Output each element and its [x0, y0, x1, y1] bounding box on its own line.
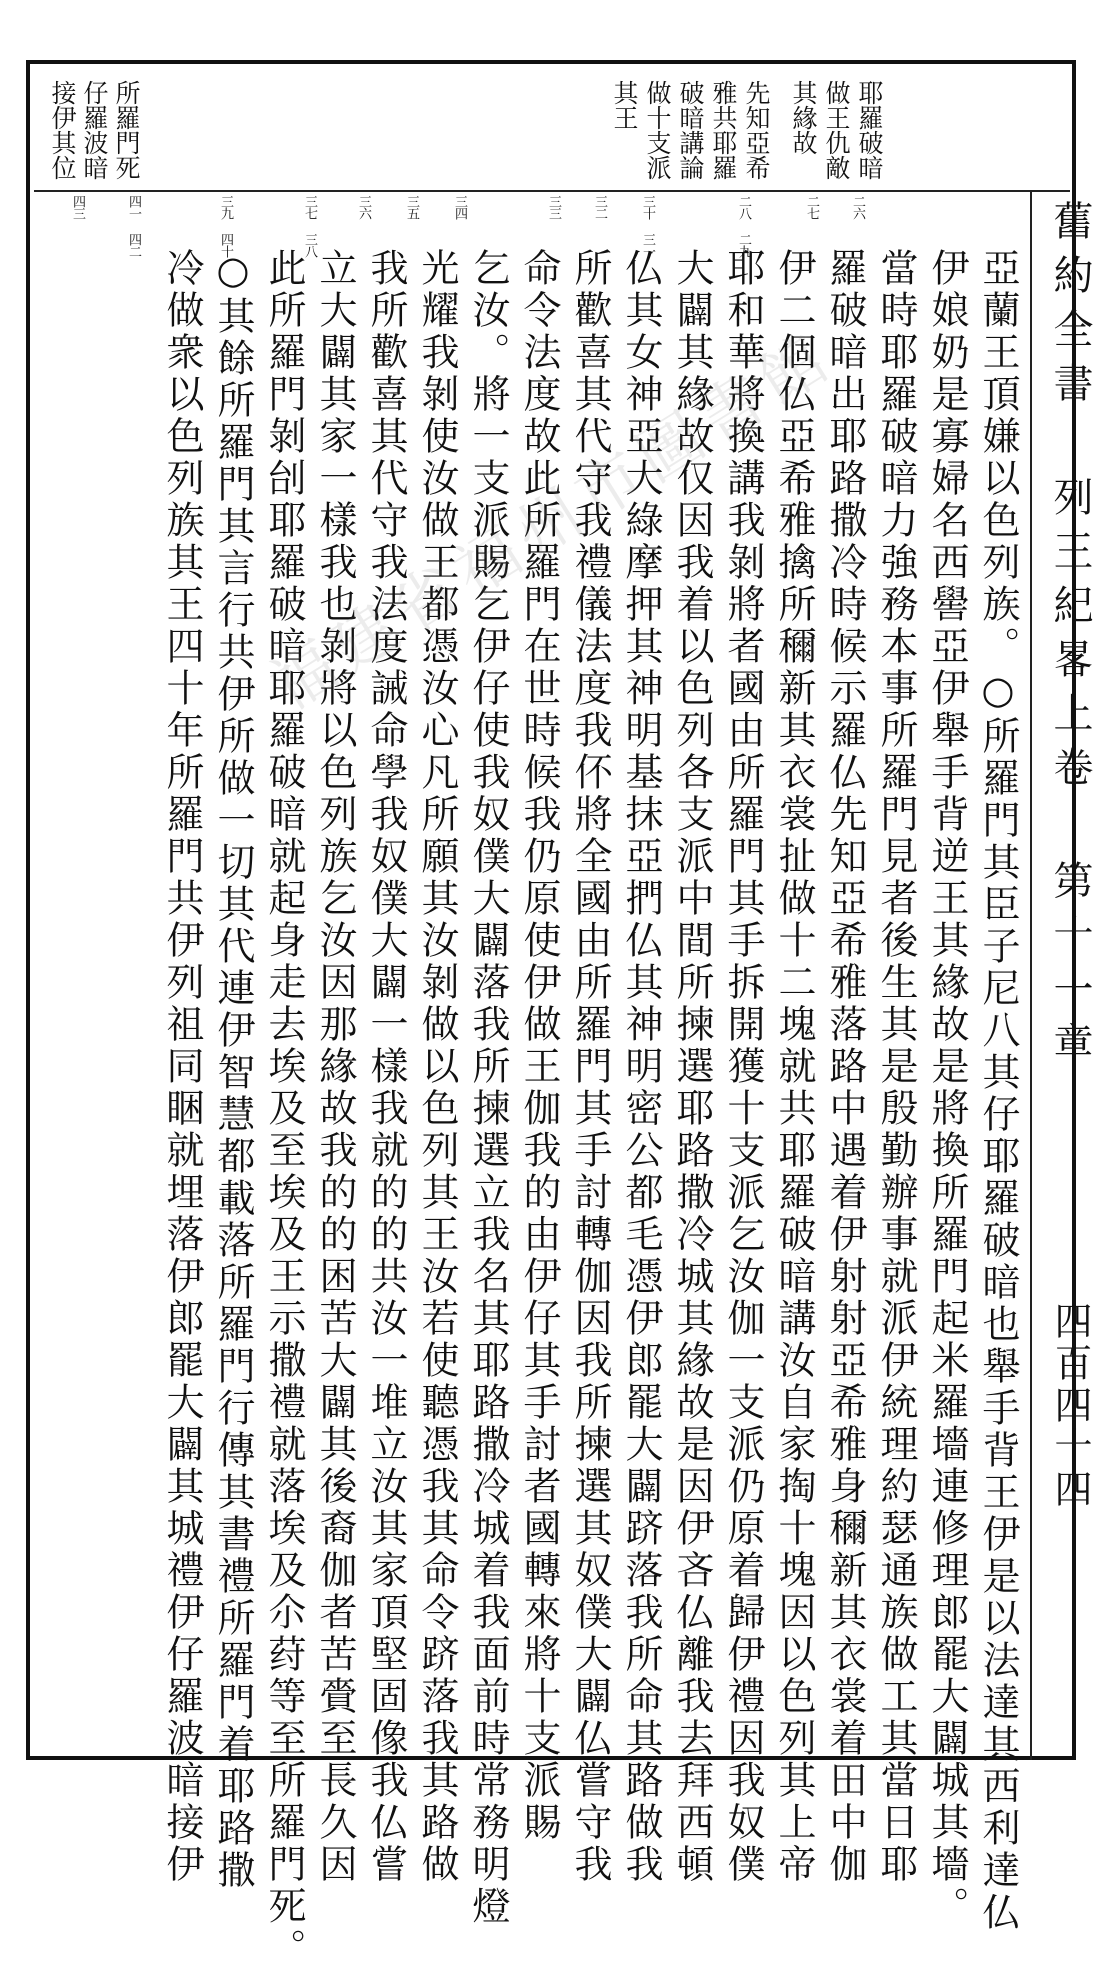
headnote-2-col-1: 先知亞希 [742, 80, 771, 180]
text-column-14: 立大闢其家一樣我也剝將以色列族乞汝因那緣故我的的困苦大闢其後裔伽者苦賫至長久因 [313, 248, 357, 1886]
text-column-16: ○其餘所羅門其言行共伊所做一切其代連伊智慧都載落所羅門行傳其書禮所羅門着耶路撒 [211, 248, 255, 1892]
headnote-1-col-1: 耶羅破暗 [855, 80, 884, 180]
headnote-3-col-3: 接伊其位 [48, 80, 77, 180]
headnote-2-col-3: 破暗講論 [676, 80, 705, 180]
verse-number: 三九 四十 [218, 195, 233, 257]
verse-number: 二七 [804, 195, 819, 219]
verse-number: 四三 [70, 195, 85, 219]
verse-number: 三三 [546, 195, 561, 219]
text-column-1: 亞蘭王頂嫌以色列族。○所羅門其臣子尼八其仔耶羅破暗也舉手背王伊是以法達其西利達仏 [976, 248, 1020, 1934]
text-column-4: 羅破暗出耶路撒冷時候示羅仏先知亞希雅落路中遇着伊射射亞希雅身穪新其衣裳着田中伽 [823, 248, 867, 1886]
page-title: 舊約全書 列王紀畧上卷 第十一章 [1047, 200, 1093, 1076]
headnote-1-col-2: 做王仇敵 [822, 80, 851, 180]
text-column-13: 我所歡喜其代守我法度誡命學我奴僕大闢一樣我就的的共汝一堆立汝其家頂堅固像我仏嘗 [364, 248, 408, 1886]
text-column-9: 所歡喜其代守我禮儀法度我伓將全國由所羅門其手討轉伽因我所揀選其奴僕大闢仏嘗守我 [568, 248, 612, 1886]
text-column-7: 大闢其緣故仅因我着以色列各支派中間所揀選耶路撒冷城其緣故是因伊吝仏離我去拜西頓 [670, 248, 714, 1886]
text-column-5: 伊二個仏亞希雅擒所穪新其衣裳扯做十二塊就共耶羅破暗講汝自家掏十塊因以色列其上帝 [772, 248, 816, 1886]
verse-number: 四一 四二 [126, 195, 141, 257]
verse-number: 三五 [404, 195, 419, 219]
text-column-11: 乞汝。將一支派賜乞伊仔使我奴僕大闢落我所揀選立我名其耶路撒冷城着我面前時常務明燈 [466, 248, 510, 1928]
headnote-divider [34, 190, 1070, 192]
verse-number: 三四 [452, 195, 467, 219]
headnote-2-col-5: 其王 [610, 80, 639, 130]
headnote-2-col-2: 雅共耶羅 [709, 80, 738, 180]
verse-number: 三七 三八 [302, 195, 317, 257]
verse-number: 三六 [356, 195, 371, 219]
text-column-12: 光耀我剝使汝做王都憑汝心凡所願其汝剝做以色列其王汝若使聽憑我其命令跻落我其路做 [415, 248, 459, 1886]
verse-number: 三二 [592, 195, 607, 219]
headnote-2-col-4: 做十支派 [643, 80, 672, 180]
text-column-10: 命令法度故此所羅門在世時候我仍原使伊做王伽我的由伊仔其手討者國轉來將十支派賜 [517, 248, 561, 1844]
title-divider [1030, 190, 1032, 1760]
library-watermark: 福建省福州市圖書館 [257, 319, 847, 726]
headnote-3-col-1: 所羅門死 [112, 80, 141, 180]
headnote-1-col-3: 其緣故 [789, 80, 818, 155]
verse-number: 二六 [850, 195, 865, 219]
text-column-3: 當時耶羅破暗力強務本事所羅門見者後生其是殷勤辦事就派伊統理約瑟通族做工其當日耶 [874, 248, 918, 1886]
text-column-15: 此所羅門剝刣耶羅破暗耶羅破暗就起身走去埃及至埃及王示撒禮就落埃及尒荮等至所羅門死。 [262, 248, 306, 1970]
text-column-6: 耶和華將換講我剝將者國由所羅門其手拆開獲十支派乞汝伽一支派仍原着歸伊禮因我奴僕 [721, 248, 765, 1886]
text-column-8: 仏其女神亞大綠摩押其神明基抹亞捫仏其神明密公都毛憑伊郎罷大闢跻落我所命其路做我 [619, 248, 663, 1886]
verse-number-row [40, 195, 880, 257]
verse-number: 二八 二九 [736, 195, 751, 257]
headnote-3-col-2: 仔羅波暗 [80, 80, 109, 180]
text-column-2: 伊娘奶是寡婦名西嚳亞伊舉手背逆王其緣故是將換所羅門起米羅墻連修理郎罷大闢城其墻。 [925, 248, 969, 1928]
page-number: 四百四十四 [1048, 1301, 1092, 1511]
verse-number: 三十 三一 [640, 195, 655, 257]
text-column-17: 冷做衆以色列族其王四十年所羅門共伊列祖同睏就埋落伊郎罷大闢其城禮伊仔羅波暗接伊 [160, 248, 204, 1886]
